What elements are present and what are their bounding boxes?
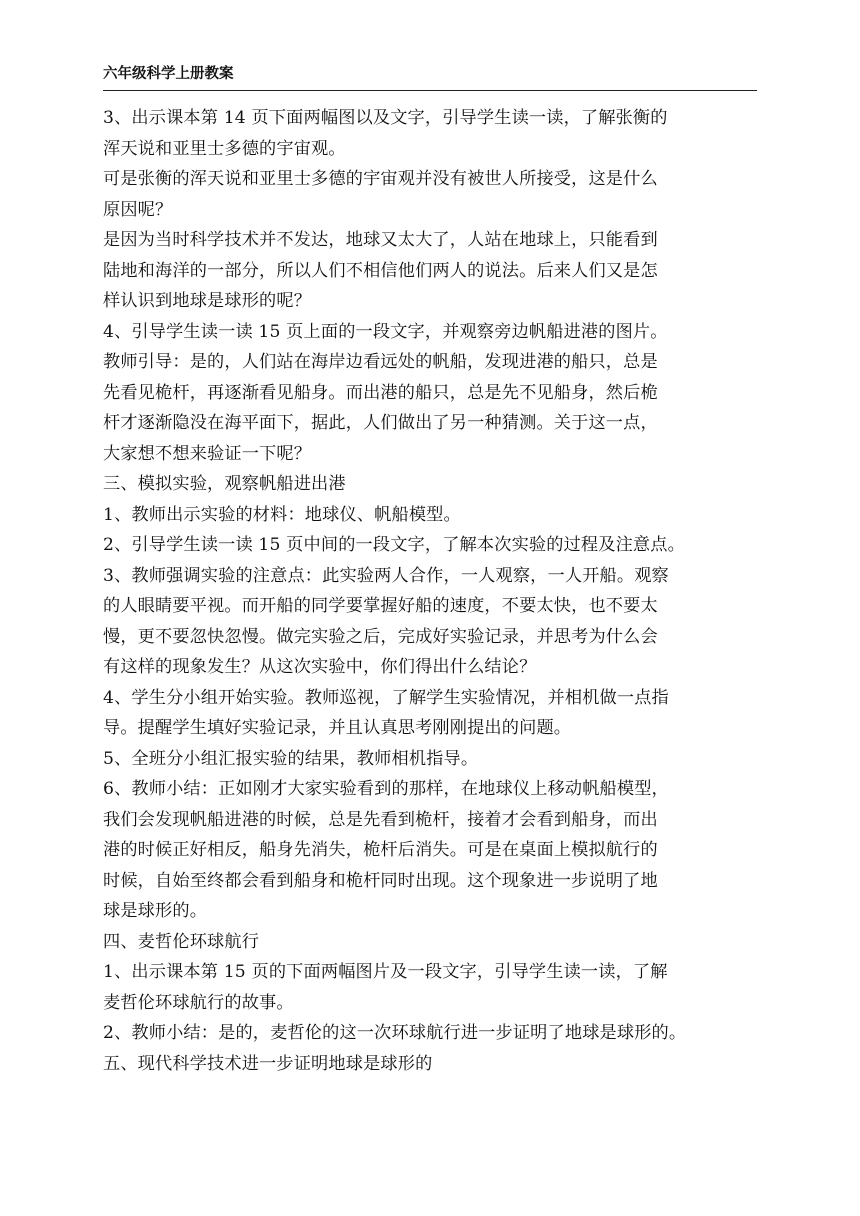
- text-line: 3、教师强调实验的注意点：此实验两人合作，一人观察，一人开船。观察: [103, 565, 669, 586]
- text-line: 有这样的现象发生？从这次实验中，你们得出什么结论？: [103, 657, 537, 677]
- text-line: 样认识到地球是球形的呢？: [103, 291, 312, 311]
- text-line: 时候，自始至终都会看到船身和桅杆同时出现。这个现象进一步说明了地: [103, 870, 658, 891]
- text-line: 我们会发现帆船进港的时候，总是先看到桅杆，接着才会看到船身，而出: [103, 809, 658, 830]
- text-line: 1、教师出示实验的材料：地球仪、帆船模型。: [103, 504, 461, 525]
- page-header: [103, 64, 757, 91]
- text-line: 是因为当时科学技术并不发达，地球又太大了，人站在地球上，只能看到: [103, 230, 658, 250]
- text-line: 杆才逐渐隐没在海平面下，据此，人们做出了另一种猜测。关于这一点，: [103, 413, 658, 433]
- text-line: 6、教师小结：正如刚才大家实验看到的那样，在地球仪上移动帆船模型，: [103, 779, 669, 799]
- body-text: [103, 103, 763, 1079]
- header-title: 六年级科学上册教案: [103, 66, 234, 82]
- section-heading: 四、麦哲伦环球航行: [103, 931, 260, 952]
- section-heading: 五、现代科学技术进一步证明地球是球形的: [103, 1053, 433, 1074]
- text-line: 2、引导学生读一读 15 页中间的一段文字，了解本次实验的过程及注意点。: [103, 535, 685, 555]
- text-line: 原因呢？: [103, 199, 173, 220]
- text-line: 先看见桅杆，再逐渐看见船身。而出港的船只，总是先不见船身，然后桅: [103, 382, 658, 403]
- text-line: 4、学生分小组开始实验。教师巡视，了解学生实验情况，并相机做一点指: [103, 687, 669, 708]
- text-line: 球是球形的。: [103, 901, 208, 921]
- text-line: 浑天说和亚里士多德的宇宙观。: [103, 138, 346, 159]
- text-line: 慢，更不要忽快忽慢。做完实验之后，完成好实验记录，并思考为什么会: [103, 626, 658, 647]
- text-line: 陆地和海洋的一部分，所以人们不相信他们两人的说法。后来人们又是怎: [103, 260, 658, 281]
- section-heading: 三、模拟实验，观察帆船进出港: [103, 474, 346, 494]
- text-line: 2、教师小结：是的，麦哲伦的这一次环球航行进一步证明了地球是球形的。: [103, 1023, 687, 1043]
- text-line: 港的时候正好相反，船身先消失，桅杆后消失。可是在桌面上模拟航行的: [103, 840, 658, 860]
- text-line: 1、出示课本第 15 页的下面两幅图片及一段文字，引导学生读一读，了解: [103, 962, 668, 982]
- text-line: 的人眼睛要平视。而开船的同学要掌握好船的速度，不要太快，也不要太: [103, 596, 658, 616]
- text-line: 导。提醒学生填好实验记录，并且认真思考刚刚提出的问题。: [103, 718, 572, 738]
- text-line: 4、引导学生读一读 15 页上面的一段文字，并观察旁边帆船进港的图片。: [103, 321, 668, 342]
- text-line: 教师引导：是的，人们站在海岸边看远处的帆船，发现进港的船只，总是: [103, 352, 658, 372]
- text-line: 麦哲伦环球航行的故事。: [103, 992, 294, 1013]
- text-line: 5、全班分小组汇报实验的结果，教师相机指导。: [103, 748, 479, 769]
- text-line: 可是张衡的浑天说和亚里士多德的宇宙观并没有被世人所接受，这是什么: [103, 169, 658, 189]
- text-line: 大家想不想来验证一下呢？: [103, 443, 312, 464]
- text-line: 3、出示课本第 14 页下面两幅图以及文字，引导学生读一读，了解张衡的: [103, 108, 668, 128]
